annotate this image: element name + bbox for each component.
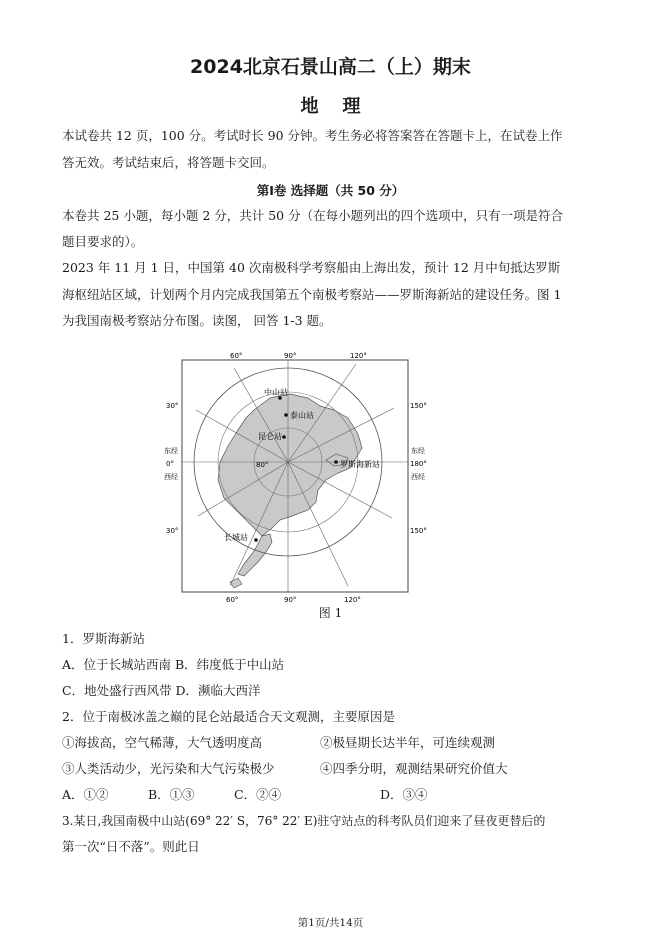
label-top-60: 60° <box>230 352 243 360</box>
question-2-option-c: C．②④ <box>234 787 282 802</box>
question-3-stem-line-1: 3.某日,我国南极中山站(69° 22′ S，76° 22′ E)驻守站点的科考队员们迎来了昼夜更替后的 <box>62 814 546 828</box>
label-bottom-60: 60° <box>226 596 239 604</box>
question-2-choice-2: ②极昼期长达半年，可连续观测 <box>320 735 496 750</box>
label-right-150-bottom: 150° <box>410 527 427 535</box>
label-east-right: 东经 <box>411 447 425 455</box>
label-east-left: 东经 <box>164 447 178 455</box>
question-1-stem: 1．罗斯海新站 <box>62 631 145 646</box>
label-top-120: 120° <box>350 352 367 360</box>
label-bottom-120: 120° <box>344 596 361 604</box>
section-title: 第Ⅰ卷 选择题（共 50 分） <box>256 183 405 198</box>
rosshai-dot <box>334 460 338 464</box>
passage-line-3: 为我国南极考察站分布图。读图， 回答 1-3 题。 <box>62 313 332 328</box>
passage-line-2: 海枢纽站区域，计划两个月内完成我国第五个南极考察站——罗斯海新站的建设任务。图 1 <box>62 287 562 302</box>
question-2-stem: 2．位于南极冰盖之巅的昆仑站最适合天文观测，主要原因是 <box>62 709 395 724</box>
station-taishan: 泰山站 <box>290 411 314 420</box>
label-west-right: 西经 <box>411 473 425 481</box>
label-west-left: 西经 <box>164 473 178 481</box>
changcheng-dot <box>254 538 258 542</box>
question-2-choice-3: ③人类活动少，光污染和大气污染极少 <box>62 761 275 776</box>
question-3-stem-line-2: 第一次“日不落”。则此日 <box>62 839 200 854</box>
intro-line-1: 本试卷共 12 页，100 分。考试时长 90 分钟。考生务必将答案答在答题卡上，在试卷上作 <box>62 128 563 143</box>
label-zero: 0° <box>166 460 174 468</box>
question-2-choice-1: ①海拔高，空气稀薄，大气透明度高 <box>62 735 263 750</box>
instruction-line-1: 本卷共 25 小题，每小题 2 分，共计 50 分（在每小题列出的四个选项中，只有一项是符合 <box>62 208 564 223</box>
question-2-option-a: A．①② <box>62 787 109 802</box>
kunlun-dot <box>282 435 286 439</box>
station-kunlun: 昆仑站 <box>258 432 282 441</box>
question-2-choice-4: ④四季分明，观测结果研究价值大 <box>320 761 508 776</box>
question-2-option-d: D．③④ <box>380 787 428 802</box>
document-title: 2024北京石景山高二（上）期末 <box>190 56 471 78</box>
label-left-30-bottom: 30° <box>166 527 179 535</box>
label-bottom-90: 90° <box>284 596 297 604</box>
label-lat-80: 80° <box>256 461 269 469</box>
subject-title: 地理 <box>300 96 385 117</box>
station-changcheng: 长城站 <box>224 533 248 542</box>
instruction-line-2: 题目要求的）。 <box>62 234 144 249</box>
label-right-150-top: 150° <box>410 402 427 410</box>
intro-line-2: 答无效。考试结束后，将答题卡交回。 <box>62 155 275 170</box>
station-zhongshan: 中山站 <box>264 388 288 397</box>
question-1-options-ab: A．位于长城站西南 B．纬度低于中山站 <box>62 657 285 672</box>
taishan-dot <box>284 413 288 417</box>
label-left-30-top: 30° <box>166 402 179 410</box>
label-180: 180° <box>410 460 427 468</box>
antarctic-station-map <box>158 350 430 610</box>
question-2-option-b: B．①③ <box>148 787 195 802</box>
label-top-90: 90° <box>284 352 297 360</box>
page-footer: 第1页/共14页 <box>297 917 364 929</box>
station-rosshai: 罗斯海新站 <box>340 460 380 469</box>
figure-caption: 图 1 <box>318 606 343 620</box>
question-1-options-cd: C．地处盛行西风带 D．濒临大西洋 <box>62 683 261 698</box>
passage-line-1: 2023 年 11 月 1 日，中国第 40 次南极科学考察船由上海出发，预计 12 月中旬抵达罗斯 <box>62 260 561 275</box>
